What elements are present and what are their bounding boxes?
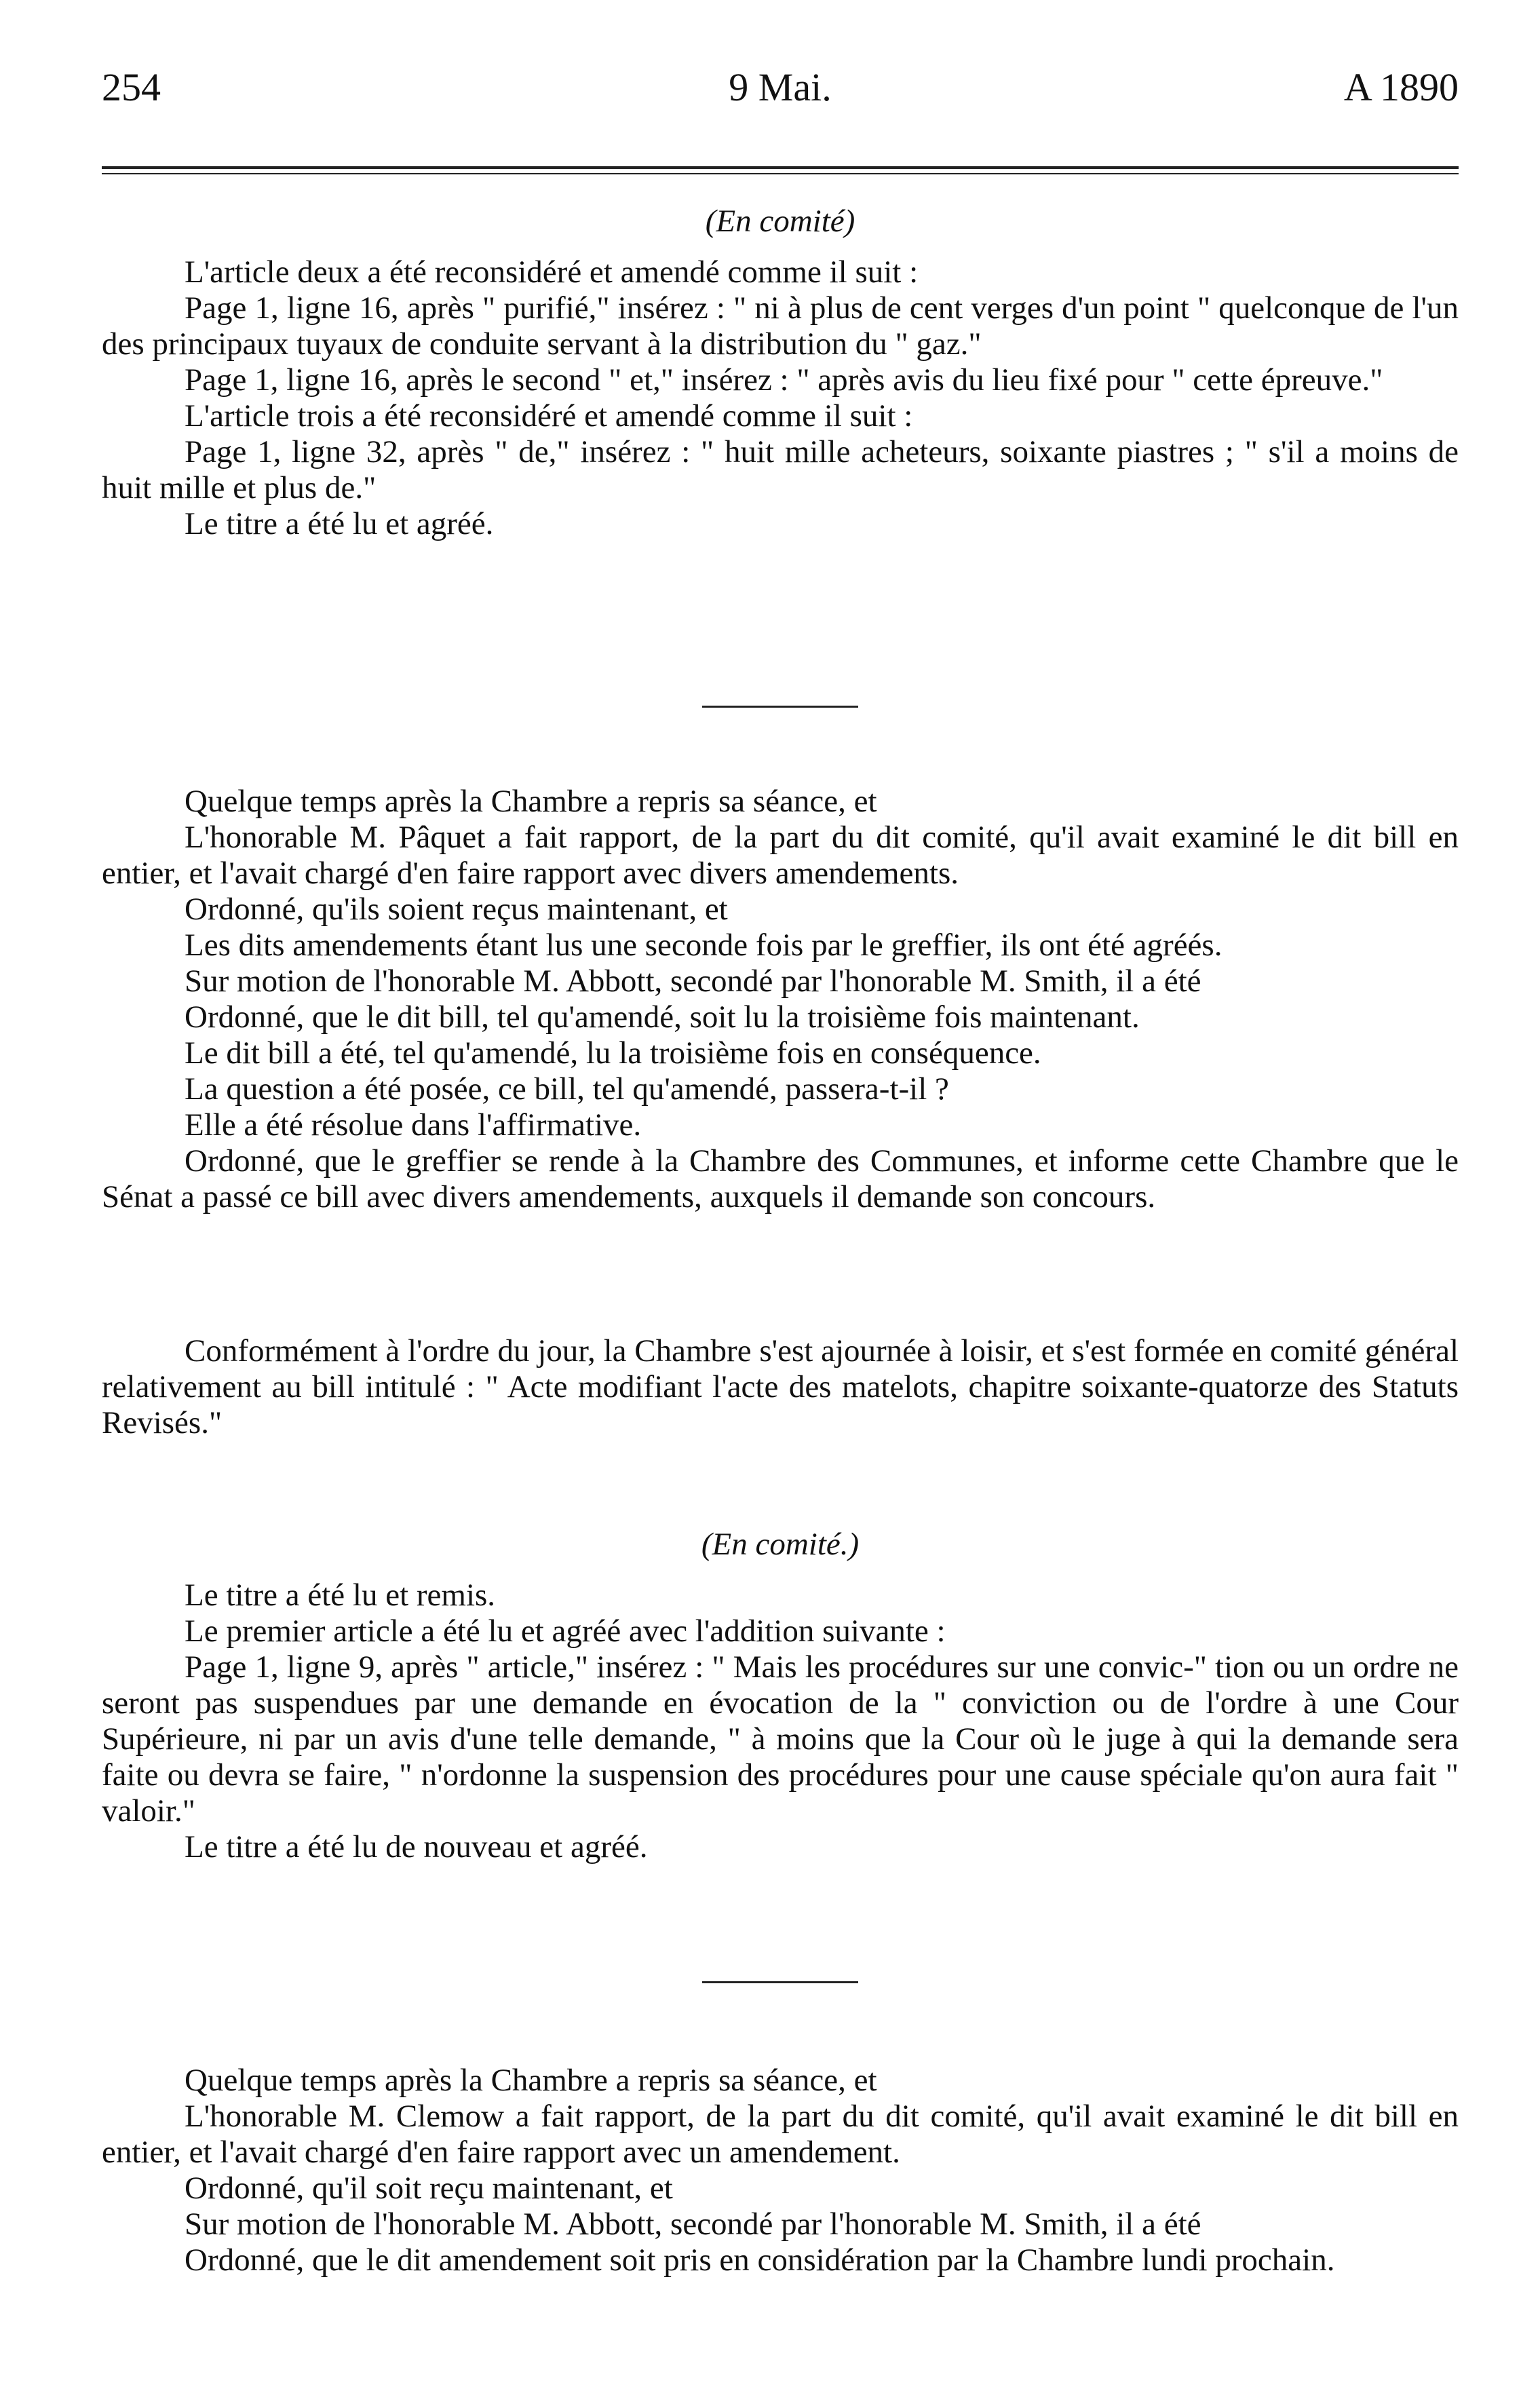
section-heading: (En comité.) bbox=[701, 1527, 860, 1562]
paragraph: Conformément à l'ordre du jour, la Chambre s'est ajournée à loisir, et s'est formée en comité général relativement au bill intitulé : " Acte modifiant l'acte des matelots, chapitre soixante-quatorze des Statuts Revisés." bbox=[102, 1333, 1459, 1440]
paragraph: Elle a été résolue dans l'affirmative. bbox=[185, 1107, 642, 1143]
paragraph: Ordonné, qu'ils soient reçus maintenant, et bbox=[185, 892, 728, 927]
paragraph: La question a été posée, ce bill, tel qu'amendé, passera-t-il ? bbox=[185, 1071, 949, 1107]
paragraph: L'honorable M. Clemow a fait rapport, de la part du dit comité, qu'il avait examiné le dit bill en entier, et l'avait chargé d'en faire rapport avec un amendement. bbox=[102, 2099, 1459, 2170]
paragraph: Sur motion de l'honorable M. Abbott, secondé par l'honorable M. Smith, il a été bbox=[185, 963, 1201, 999]
paragraph: Ordonné, que le greffier se rende à la Chambre des Communes, et informe cette Chambre que le Sénat a passé ce bill avec divers amendements, auxquels il demande son concours. bbox=[102, 1143, 1459, 1215]
paragraph: Le premier article a été lu et agréé avec l'addition suivante : bbox=[185, 1613, 946, 1649]
section-committee-1 bbox=[102, 204, 1459, 542]
section-order-of-day bbox=[102, 1333, 1459, 1441]
section-report-2 bbox=[102, 2063, 1459, 2278]
paragraph: L'article trois a été reconsidéré et amendé comme il suit : bbox=[185, 398, 913, 434]
section-heading: (En comité) bbox=[705, 204, 855, 239]
page-header bbox=[102, 64, 1459, 119]
document-page bbox=[102, 64, 1459, 2278]
paragraph: Ordonné, que le dit bill, tel qu'amendé, soit lu la troisième fois maintenant. bbox=[185, 999, 1140, 1035]
paragraph: Le titre a été lu et agréé. bbox=[185, 506, 494, 541]
page-date: 9 Mai. bbox=[729, 65, 832, 109]
separator bbox=[102, 1981, 1459, 1983]
section-report-1 bbox=[102, 784, 1459, 1215]
paragraph: Ordonné, qu'il soit reçu maintenant, et bbox=[185, 2171, 673, 2206]
paragraph: Le dit bill a été, tel qu'amendé, lu la troisième fois en conséquence. bbox=[185, 1035, 1041, 1071]
paragraph: Sur motion de l'honorable M. Abbott, secondé par l'honorable M. Smith, il a été bbox=[185, 2206, 1201, 2242]
paragraph: Les dits amendements étant lus une seconde fois par le greffier, ils ont été agréés. bbox=[185, 928, 1223, 963]
separator bbox=[102, 706, 1459, 708]
paragraph: Page 1, ligne 16, après " purifié," insérez : " ni à plus de cent verges d'un point " quelconque de l'un des principaux tuyaux de conduite servant à la distribution du " gaz." bbox=[102, 290, 1459, 362]
paragraph: Ordonné, que le dit amendement soit pris en considération par la Chambre lundi prochain. bbox=[185, 2242, 1335, 2278]
paragraph: Quelque temps après la Chambre a repris sa séance, et bbox=[185, 2063, 877, 2098]
paragraph: Page 1, ligne 9, après " article," insérez : " Mais les procédures sur une convic-" tion ou un ordre ne seront pas suspendues par une demande en évocation de la " conviction ou de l'ordre à une Cour Supérieure, ni par un avis d'une telle demande, " à moins que la Cour où le juge à qui la demande sera faite ou devra se faire, " n'ordonne la suspension des procédures pour une cause spéciale qu'on aura fait " valoir." bbox=[102, 1649, 1459, 1829]
paragraph: Page 1, ligne 16, après le second " et," insérez : " après avis du lieu fixé pour " cette épreuve." bbox=[185, 362, 1383, 398]
paragraph: Le titre a été lu et remis. bbox=[185, 1578, 496, 1613]
page-year: A 1890 bbox=[1343, 65, 1459, 109]
paragraph: L'honorable M. Pâquet a fait rapport, de la part du dit comité, qu'il avait examiné le dit bill en entier, et l'avait chargé d'en faire rapport avec divers amendements. bbox=[102, 820, 1459, 891]
paragraph: Quelque temps après la Chambre a repris sa séance, et bbox=[185, 784, 877, 819]
paragraph: Page 1, ligne 32, après " de," insérez : " huit mille acheteurs, soixante piastres ; " s'il a moins de huit mille et plus de." bbox=[102, 434, 1459, 505]
paragraph: Le titre a été lu de nouveau et agréé. bbox=[185, 1829, 648, 1865]
section-committee-2 bbox=[102, 1527, 1459, 1865]
page-number: 254 bbox=[102, 65, 161, 109]
paragraph: L'article deux a été reconsidéré et amendé comme il suit : bbox=[185, 254, 919, 290]
header-rule bbox=[102, 166, 1459, 174]
